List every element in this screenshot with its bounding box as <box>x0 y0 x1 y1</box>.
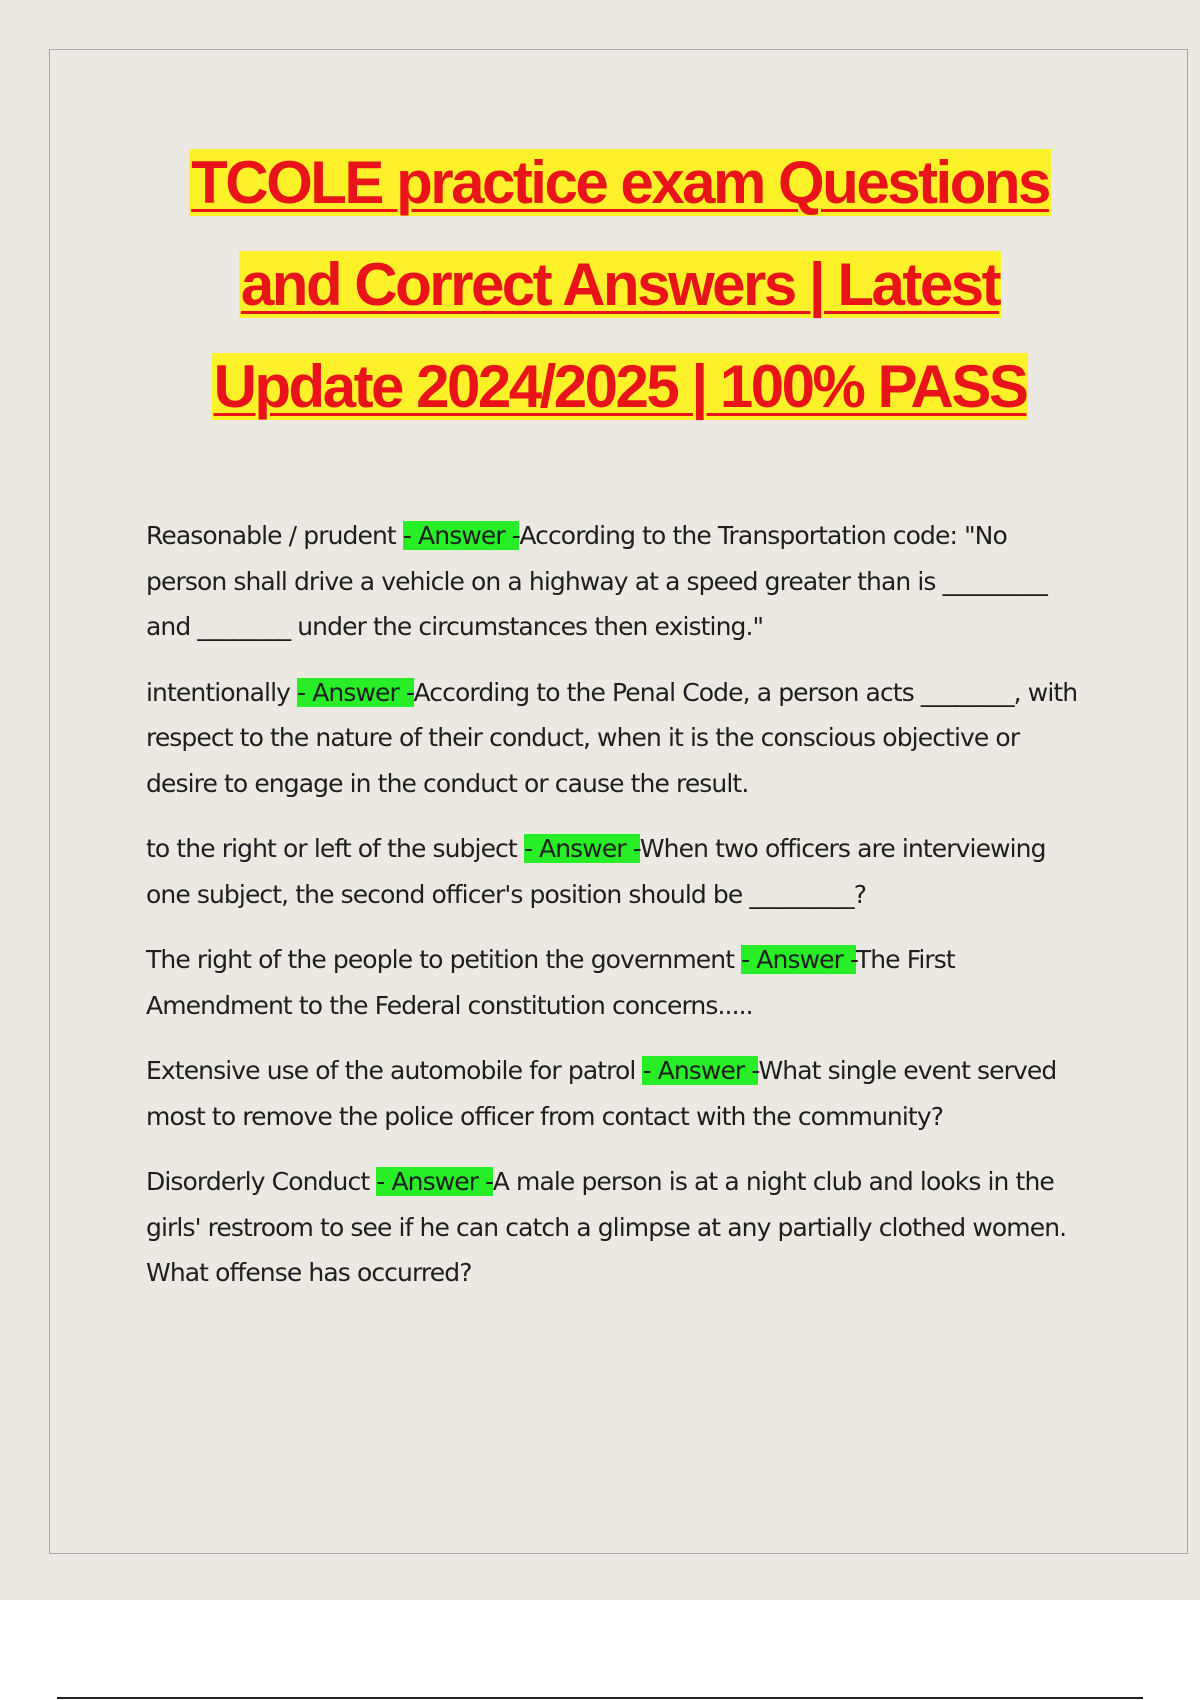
answer-text: to the right or left of the subject <box>146 834 524 863</box>
qa-item <box>146 670 1086 807</box>
qa-item <box>146 1159 1086 1296</box>
question-text: The First Amendment to the Federal constitution concerns..... <box>146 945 955 1020</box>
title-line: Update 2024/2025 | 100% PASS <box>213 353 1027 420</box>
document-title <box>60 132 1180 438</box>
qa-list <box>146 513 1086 1316</box>
answer-tag: - Answer - <box>642 1056 759 1085</box>
answer-tag: - Answer - <box>523 834 640 863</box>
answer-text: Disorderly Conduct <box>146 1167 377 1196</box>
footer-rule <box>57 1697 1143 1699</box>
answer-text: Reasonable / prudent <box>146 521 403 550</box>
answer-text: Extensive use of the automobile for patrol <box>146 1056 643 1085</box>
question-text: A male person is at a night club and looks in the girls' restroom to see if he can catch a glimpse at any partially clothed women. What offense has occurred? <box>146 1167 1067 1287</box>
question-text: What single event served most to remove the police officer from contact with the community? <box>146 1056 1057 1131</box>
answer-text: intentionally <box>146 677 298 707</box>
qa-item <box>146 513 1086 650</box>
answer-tag: - Answer - <box>297 677 414 707</box>
answer-tag: - Answer - <box>402 521 520 550</box>
title-line: TCOLE practice exam Questions <box>191 149 1049 216</box>
question-text: According to the Penal Code, a person acts ________, with respect to the nature of their conduct, when it is the conscious objective or desire to engage in the conduct or cause the result. <box>146 677 1078 798</box>
answer-text: The right of the people to petition the government <box>146 945 742 974</box>
qa-item <box>146 937 1086 1028</box>
question-text: According to the Transportation code: "No person shall drive a vehicle on a highway at a speed greater than is _________ and ________ under the circumstances then existing." <box>146 521 1047 641</box>
qa-item <box>146 826 1086 917</box>
answer-tag: - Answer - <box>741 945 856 974</box>
question-text: When two officers are interviewing one subject, the second officer's position should be _________? <box>146 834 1046 909</box>
title-line: and Correct Answers | Latest <box>240 251 1000 318</box>
answer-tag: - Answer - <box>376 1167 493 1196</box>
qa-item <box>146 1048 1086 1139</box>
